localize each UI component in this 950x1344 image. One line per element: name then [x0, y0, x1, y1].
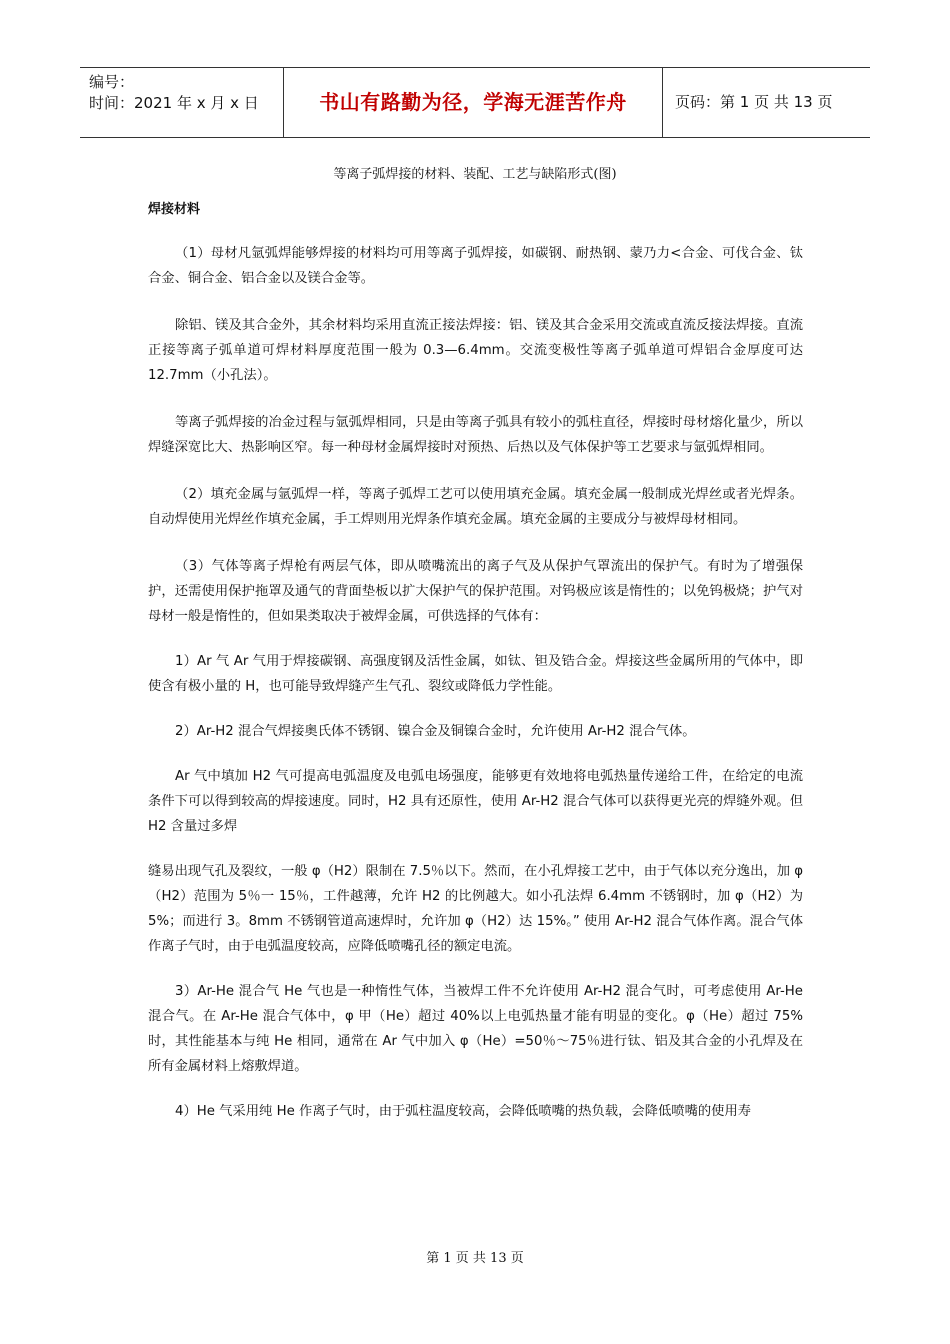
document-body — [148, 241, 803, 1146]
paragraph: （2）填充金属与氩弧焊一样，等离子弧焊工艺可以使用填充金属。填充金属一般制成光焊丝或者光焊条。自动焊使用光焊丝作填充金属，手工焊则用光焊条作填充金属。填充金属的主要成分与被焊母材相同。 — [148, 487, 803, 527]
paragraph: Ar 气中填加 H2 气可提高电弧温度及电弧电场强度，能够更有效地将电弧热量传递给工件，在给定的电流条件下可以得到较高的焊接速度。同时，H2 具有还原性，使用 Ar-H2 混合气体可以获得更光亮的焊缝外观。但 H2 含量过多焊 — [148, 769, 803, 834]
section-heading: 焊接材料 — [148, 202, 201, 217]
paragraph: （3）气体等离子焊枪有两层气体，即从喷嘴流出的离子气及从保护气罩流出的保护气。有时为了增强保护，还需使用保护拖罩及通气的背面垫板以扩大保护气的保护范围。对钨极应该是惰性的；以免钨极烧；护气对母材一般是惰性的，但如果类取决于被焊金属，可供选择的气体有： — [148, 559, 803, 624]
paragraph: 缝易出现气孔及裂纹，一般 φ（H2）限制在 7.5％以下。然而，在小孔焊接工艺中，由于气体以充分逸出，加 φ（H2）范围为 5％一 15％，工件越薄，允许 H2 的比例越大。如小孔法焊 6.4mm 不锈钢时，加 φ（H2）为 5%；而进行 3。8mm 不锈钢管道高速焊时，允许加 φ（H2）达 15%。” 使用 Ar-H2 混合气体作离。混合气体作离子气时，由于电弧温度较高，应降低喷嘴孔径的额定电流。 — [148, 864, 803, 954]
document-title: 等离子弧焊接的材料、装配、工艺与缺陷形式(图) — [333, 167, 617, 182]
paragraph: 除铝、镁及其合金外，其余材料均采用直流正接法焊接：铝、镁及其合金采用交流或直流反接法焊接。直流正接等离子弧单道可焊材料厚度范围一般为 0.3—6.4mm。交流变极性等离子弧单道可焊铝合金厚度可达 12.7mm（小孔法）。 — [148, 318, 803, 383]
header-motto: 书山有路勤为径，学海无涯苦作舟 — [283, 68, 663, 137]
number-label: 编号： — [89, 73, 135, 91]
paragraph: 2）Ar-H2 混合气焊接奥氏体不锈钢、镍合金及铜镍合金时，允许使用 Ar-H2 混合气体。 — [175, 724, 696, 739]
paragraph: （1）母材凡氩弧焊能够焊接的材料均可用等离子弧焊接，如碳钢、耐热钢、蒙乃力<合金、可伐合金、钛合金、铜合金、铝合金以及镁合金等。 — [148, 246, 803, 286]
header-meta — [80, 68, 283, 137]
header-page-label: 页码：第 1 页 共 13 页 — [675, 93, 833, 111]
page-footer: 第 1 页 共 13 页 — [426, 1251, 524, 1266]
time-label: 时间：2021 年 x 月 x 日 — [89, 94, 259, 112]
paragraph: 1）Ar 气 Ar 气用于焊接碳钢、高强度钢及活性金属，如钛、钽及锆合金。焊接这些金属所用的气体中，即使含有极小量的 H，也可能导致焊缝产生气孔、裂纹或降低力学性能。 — [148, 654, 803, 694]
paragraph: 3）Ar-He 混合气 He 气也是一种惰性气体，当被焊工件不允许使用 Ar-H2 混合气时，可考虑使用 Ar-He 混合气。在 Ar-He 混合气体中，φ 甲（He）超过 40%以上电弧热量才能有明显的变化。φ（He）超过 75%时，其性能基本与纯 He 相同，通常在 Ar 气中加入 φ（He）=50％～75％进行钛、铝及其合金的小孔焊及在所有金属材料上熔敷焊道。 — [148, 984, 803, 1074]
paragraph: 4）He 气采用纯 He 作离子气时，由于弧柱温度较高，会降低喷嘴的热负载，会降低喷嘴的使用寿 — [175, 1104, 752, 1119]
page-header — [80, 67, 870, 138]
paragraph: 等离子弧焊接的冶金过程与氩弧焊相同，只是由等离子弧具有较小的弧柱直径，焊接时母材熔化量少，所以焊缝深宽比大、热影响区窄。每一种母材金属焊接时对预热、后热以及气体保护等工艺要求与氩弧焊相同。 — [148, 415, 803, 455]
